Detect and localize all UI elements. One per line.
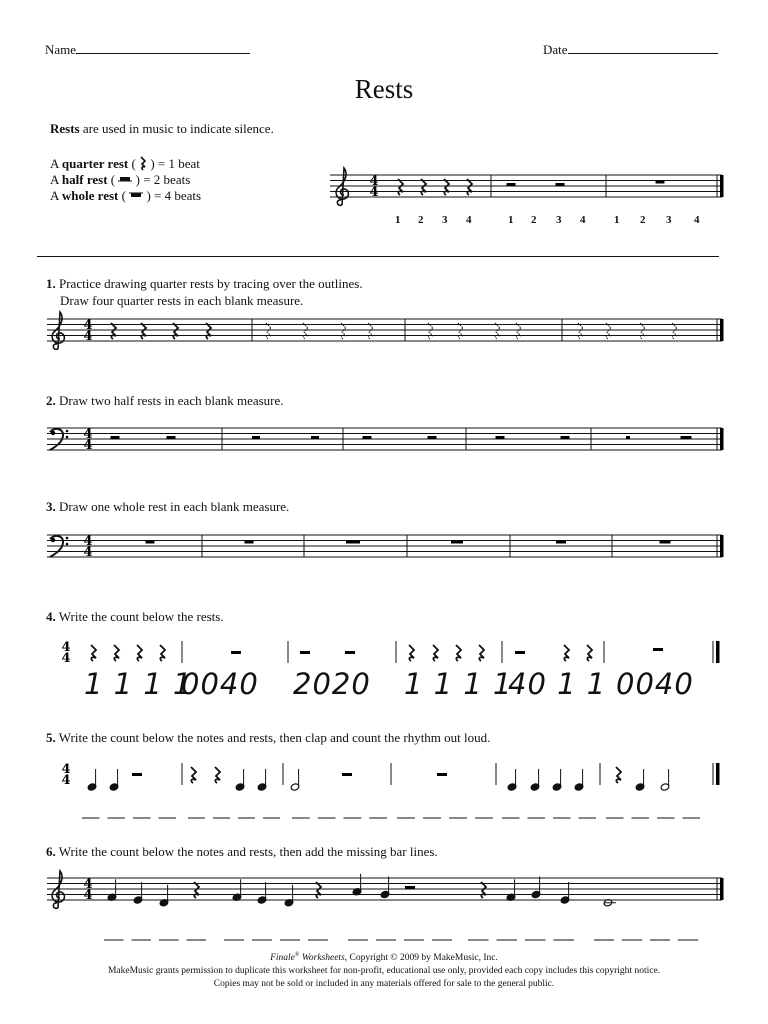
time-sig-top: 4	[61, 640, 71, 655]
half-rest-icon	[300, 651, 310, 654]
quarter-rest-icon	[316, 882, 321, 898]
time-sig-bottom: 4	[83, 545, 93, 560]
handwritten-answer: 0040	[181, 667, 259, 701]
quarter-rest-icon	[481, 882, 486, 898]
example-count: 4	[466, 214, 472, 226]
half-rest-icon	[561, 436, 570, 439]
date-label: Date	[543, 42, 568, 57]
whole-rest-icon	[346, 541, 360, 544]
bass-clef-dot	[51, 538, 55, 542]
quarter-rest-icon	[114, 645, 119, 661]
half-rest-icon	[428, 436, 437, 439]
half-rest-icon	[437, 773, 447, 776]
treble-clef-icon	[52, 312, 64, 349]
exercise-4-rhythm	[61, 640, 719, 701]
half-rest-icon	[231, 651, 241, 654]
definition-half: A half rest ( ) = 2 beats	[50, 172, 191, 187]
quarter-rest-icon	[428, 323, 433, 339]
half-rest-icon	[496, 436, 505, 439]
handwritten-answer: 1 1 1 1	[84, 667, 193, 701]
whole-rest-icon	[451, 541, 463, 544]
handwritten-answer: 0040	[616, 667, 694, 701]
bass-clef-dot	[66, 537, 69, 540]
quarter-rest-icon	[640, 323, 645, 339]
page-title: Rests	[354, 74, 414, 104]
quarter-rest-icon	[578, 323, 583, 339]
quarter-rest-icon	[479, 645, 484, 661]
time-sig-bottom: 4	[83, 329, 93, 344]
example-count: 3	[442, 214, 448, 226]
time-sig-top: 4	[83, 877, 93, 892]
exercise-6-staff	[47, 871, 724, 908]
exercise-3-staff	[47, 534, 724, 560]
exercise-1-staff	[47, 312, 724, 349]
exercise-2-staff	[47, 427, 724, 453]
example-count: 1	[614, 214, 620, 226]
time-sig-bottom: 4	[61, 651, 71, 666]
whole-rest-icon	[660, 541, 671, 544]
half-rest-icon	[405, 886, 415, 889]
quarter-rest-icon	[495, 323, 500, 339]
quarter-rest-icon	[111, 323, 116, 339]
time-sig-bottom: 4	[83, 888, 93, 903]
quarter-rest-icon	[456, 645, 461, 661]
final-barline-thick	[720, 319, 724, 341]
quarter-rest-icon	[409, 645, 414, 661]
half-rest-icon	[363, 436, 372, 439]
half-rest-icon	[345, 651, 355, 654]
time-sig-top: 4	[83, 318, 93, 333]
final-barline-thick	[716, 641, 720, 663]
exercise-2-heading: 2. Draw two half rests in each blank measure.	[46, 393, 284, 408]
example-count: 2	[531, 214, 537, 226]
half-rest-icon	[515, 651, 525, 654]
final-barline-thick	[720, 878, 724, 900]
quarter-rest-icon	[616, 767, 621, 783]
quarter-rest-icon	[215, 767, 220, 783]
exercise-6-heading: 6. Write the count below the notes and rests, then add the missing bar lines.	[46, 844, 438, 859]
treble-clef-icon	[52, 871, 64, 908]
time-sig-top: 4	[369, 174, 379, 189]
exercise-5-heading: 5. Write the count below the notes and rests, then clap and count the rhythm out loud.	[46, 730, 491, 745]
final-barline-thick	[720, 428, 724, 450]
bass-clef-dot	[66, 436, 69, 439]
half-rest-icon	[252, 436, 260, 439]
half-rest-icon	[132, 773, 142, 776]
quarter-rest-icon	[433, 645, 438, 661]
quarter-rest-icon	[564, 645, 569, 661]
quarter-rest-icon	[173, 323, 178, 339]
quarter-rest-icon	[194, 882, 199, 898]
example-count: 1	[395, 214, 401, 226]
whole-rest-icon	[556, 541, 566, 544]
name-label: Name	[45, 42, 77, 57]
half-rest-icon	[111, 436, 120, 439]
exercise-3-heading: 3. Draw one whole rest in each blank measure.	[46, 499, 290, 514]
whole-rest-icon	[653, 648, 663, 651]
final-barline-thick	[720, 535, 724, 557]
exercise-4-heading: 4. Write the count below the rests.	[46, 609, 224, 624]
half-rest-icon	[681, 436, 692, 439]
bass-clef-dot	[66, 430, 69, 433]
footer	[0, 949, 768, 991]
bass-clef-dot	[51, 431, 55, 435]
quarter-rest-icon	[137, 645, 142, 661]
quarter-rest-icon	[141, 323, 146, 339]
quarter-rest-icon	[191, 767, 196, 783]
intro-rest: are used in music to indicate silence.	[79, 121, 274, 136]
quarter-rest-icon	[91, 645, 96, 661]
footer-copyright: Finale® Worksheets, Copyright © 2009 by MakeMusic, Inc.	[270, 952, 498, 964]
example-count: 4	[694, 214, 700, 226]
half-rest-icon	[342, 773, 352, 776]
time-sig-bottom: 4	[369, 185, 379, 200]
bass-clef-dot	[66, 543, 69, 546]
example-count: 4	[580, 214, 586, 226]
example-count: 2	[640, 214, 646, 226]
quarter-rest-icon	[341, 323, 346, 339]
quarter-rest-icon	[516, 323, 521, 339]
quarter-rest-icon	[587, 645, 592, 661]
time-sig-top: 4	[83, 427, 93, 442]
definition-quarter: A quarter rest ( ) = 1 beat	[50, 156, 200, 171]
example-count: 3	[556, 214, 562, 226]
example-count: 2	[418, 214, 424, 226]
footer-restriction: Copies may not be sold or included in any materials offered for sale to the general public.	[213, 979, 555, 990]
time-sig-top: 4	[61, 762, 71, 777]
quarter-rest-icon	[458, 323, 463, 339]
quarter-rest-icon	[606, 323, 611, 339]
quarter-rest-icon	[266, 323, 271, 339]
quarter-rest-icon	[368, 323, 373, 339]
whole-rest-icon	[146, 541, 155, 544]
quarter-rest-icon	[160, 645, 165, 661]
time-sig-bottom: 4	[61, 773, 71, 788]
time-sig-top: 4	[83, 534, 93, 549]
handwritten-answer: 40 1 1	[508, 667, 607, 701]
half-rest-icon	[626, 436, 630, 439]
quarter-rest-icon	[672, 323, 677, 339]
footer-permission: MakeMusic grants permission to duplicate this worksheet for non-profit, educational use only, provided each copy includes this copyright notice.	[107, 966, 661, 977]
handwritten-answer: 2020	[293, 667, 371, 701]
half-rest-icon	[311, 436, 319, 439]
definition-whole: A whole rest ( ) = 4 beats	[50, 188, 202, 203]
quarter-rest-icon	[303, 323, 308, 339]
exercise-1-heading: 1. Practice drawing quarter rests by tracing over the outlines. Draw four quarter rests in each blank measure.	[46, 276, 363, 308]
handwritten-answer: 1 1 1 1	[404, 667, 513, 701]
whole-rest-icon	[245, 541, 254, 544]
half-rest-icon	[167, 436, 176, 439]
exercise-5-rhythm	[61, 762, 719, 791]
intro-bold: Rests	[50, 121, 80, 136]
final-barline-thick	[716, 763, 720, 785]
quarter-rest-icon	[206, 323, 211, 339]
example-count: 1	[508, 214, 514, 226]
example-count: 3	[666, 214, 672, 226]
time-sig-bottom: 4	[83, 438, 93, 453]
